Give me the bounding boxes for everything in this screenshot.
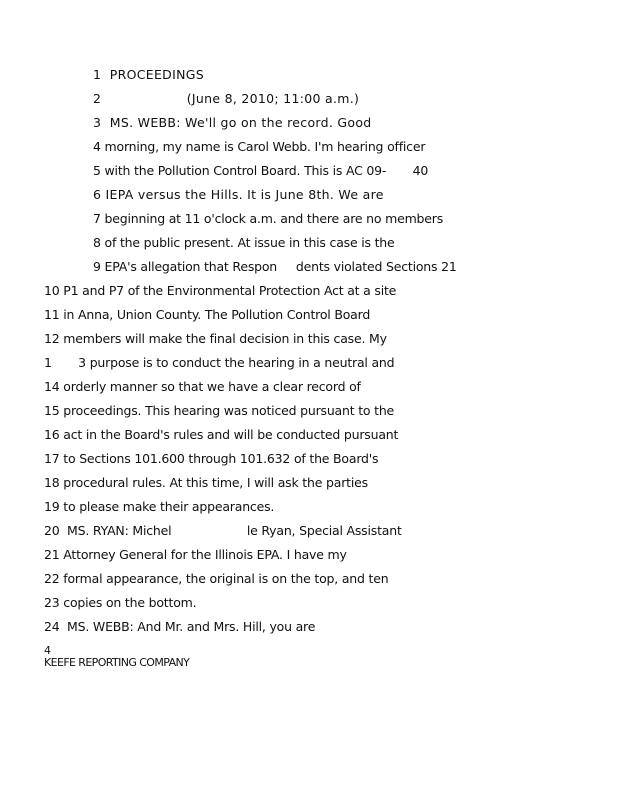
- transcript-line: 2 (June 8, 2010; 11:00 a.m.): [93, 91, 360, 106]
- transcript-line: 1 PROCEEDINGS: [93, 67, 204, 82]
- transcript-line: 17 to Sections 101.600 through 101.632 of the Board's: [44, 451, 379, 466]
- transcript-line: 14 orderly manner so that we have a clear record of: [44, 379, 361, 394]
- transcript-line: 23 copies on the bottom.: [44, 595, 197, 610]
- transcript-line: 5 with the Pollution Control Board. This is AC 09- 40: [93, 163, 429, 178]
- page-number: 4: [44, 644, 51, 657]
- transcript-line: 9 EPA's allegation that Respon dents violated Sections 21: [93, 259, 457, 274]
- transcript-line: 12 members will make the final decision in this case. My: [44, 331, 387, 346]
- transcript-line: 24 MS. WEBB: And Mr. and Mrs. Hill, you are: [44, 619, 316, 634]
- transcript-line: 6 IEPA versus the Hills. It is June 8th. We are: [93, 187, 384, 202]
- transcript-line: 3 MS. WEBB: We'll go on the record. Good: [93, 115, 372, 130]
- transcript-line: 20 MS. RYAN: Michel le Ryan, Special Assistant: [44, 523, 402, 538]
- transcript-line: 10 P1 and P7 of the Environmental Protection Act at a site: [44, 283, 397, 298]
- transcript-line: 21 Attorney General for the Illinois EPA. I have my: [44, 547, 347, 562]
- transcript-line: 1 3 purpose is to conduct the hearing in a neutral and: [44, 355, 395, 370]
- reporting-company: KEEFE REPORTING COMPANY: [44, 656, 190, 669]
- transcript-line: 22 formal appearance, the original is on the top, and ten: [44, 571, 389, 586]
- transcript-line: 11 in Anna, Union County. The Pollution Control Board: [44, 307, 371, 322]
- transcript-line: 16 act in the Board's rules and will be conducted pursuant: [44, 427, 399, 442]
- transcript-line: 8 of the public present. At issue in this case is the: [93, 235, 395, 250]
- transcript-line: 7 beginning at 11 o'clock a.m. and there are no members: [93, 211, 444, 226]
- transcript-line: 15 proceedings. This hearing was noticed pursuant to the: [44, 403, 395, 418]
- transcript-line: 19 to please make their appearances.: [44, 499, 275, 514]
- transcript-line: 4 morning, my name is Carol Webb. I'm hearing officer: [93, 139, 426, 154]
- transcript-line: 18 procedural rules. At this time, I will ask the parties: [44, 475, 368, 490]
